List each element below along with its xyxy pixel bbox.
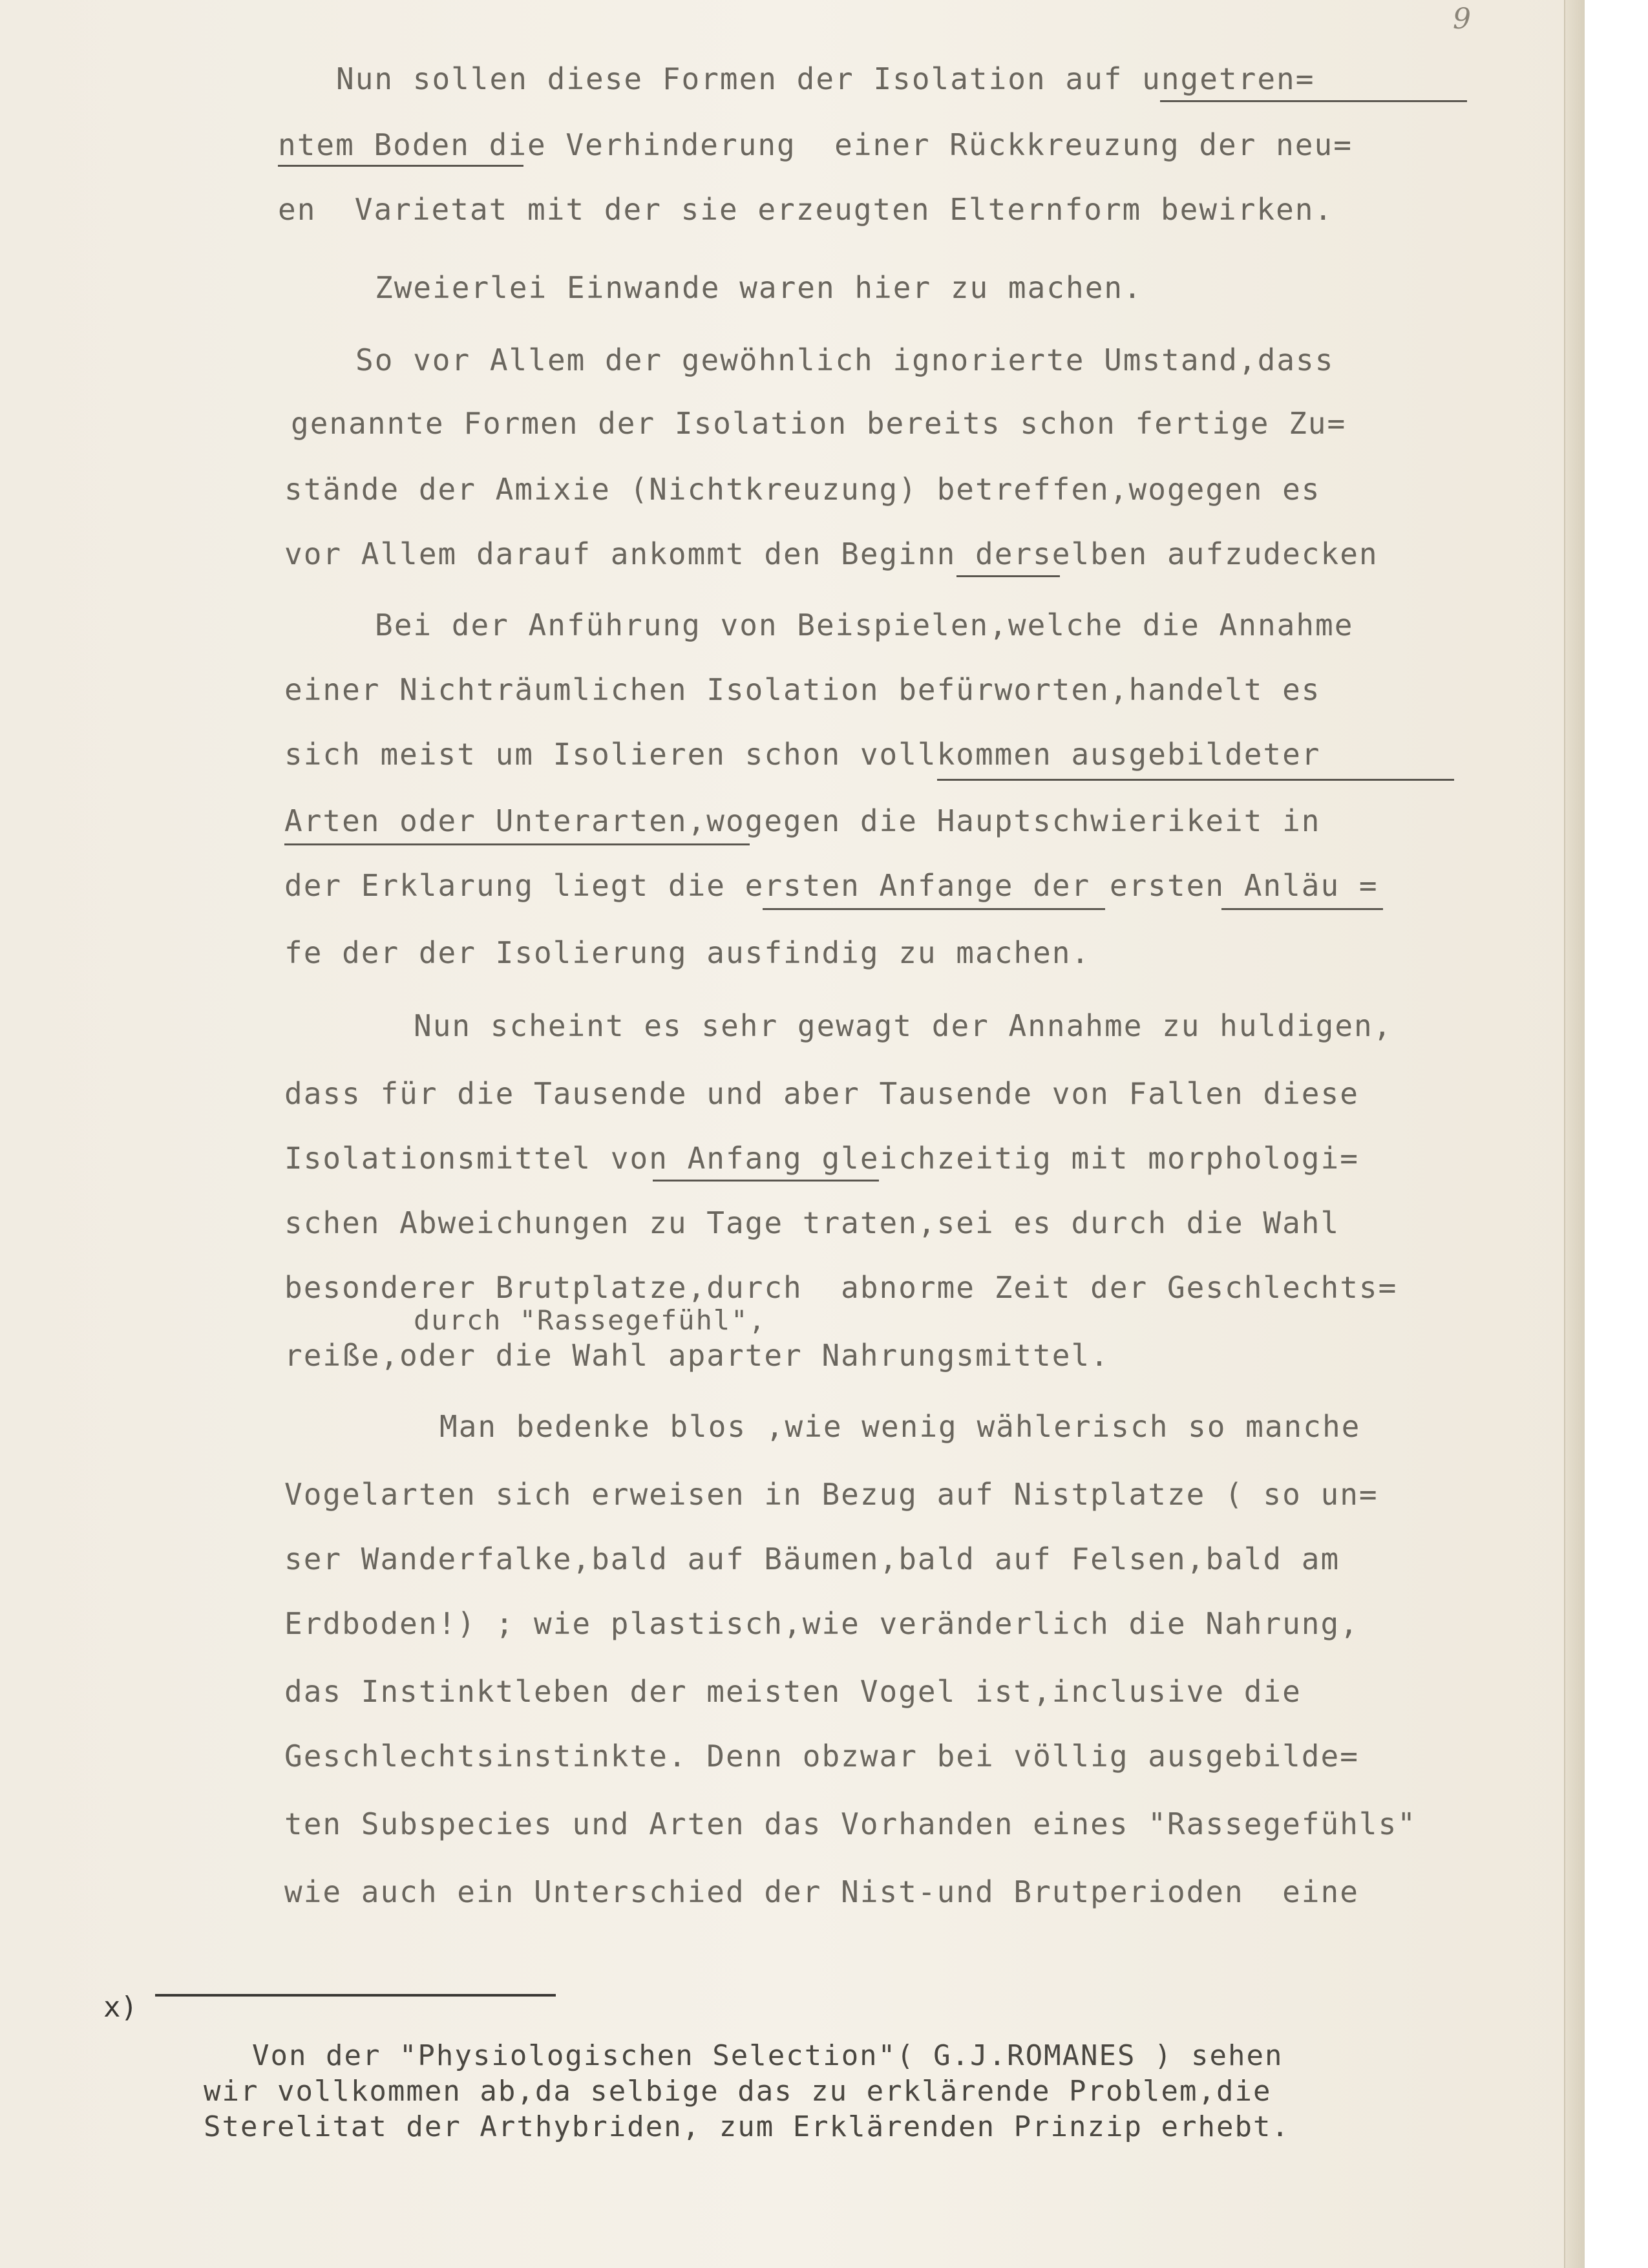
- text-line: der Erklarung liegt die ersten Anfange der ersten Anläu =: [284, 868, 1379, 903]
- text-line: reiße,oder die Wahl aparter Nahrungsmittel.: [284, 1338, 1110, 1373]
- text-line: Man bedenke blos ,wie wenig wählerisch so manche: [439, 1409, 1361, 1444]
- underline: [956, 575, 1060, 577]
- text-line: besonderer Brutplatze,durch abnorme Zeit der Geschlechts=: [284, 1270, 1398, 1305]
- text-line: Nun sollen diese Formen der Isolation auf ungetren=: [336, 61, 1315, 96]
- text-line: fe der der Isolierung ausfindig zu machen.: [284, 935, 1091, 970]
- text-line: ntem Boden die Verhinderung einer Rückkreuzung der neu=: [278, 127, 1353, 162]
- text-line: Erdboden!) ; wie plastisch,wie veränderlich die Nahrung,: [284, 1606, 1359, 1641]
- underline: [278, 165, 523, 167]
- text-line: So vor Allem der gewöhnlich ignorierte Umstand,dass: [355, 343, 1335, 377]
- text-line: vor Allem darauf ankommt den Beginn derselben aufzudecken: [284, 536, 1379, 571]
- text-line: Isolationsmittel von Anfang gleichzeitig mit morphologi=: [284, 1141, 1359, 1176]
- text-line: dass für die Tausende und aber Tausende von Fallen diese: [284, 1076, 1359, 1111]
- text-line: en Varietat mit der sie erzeugten Elternform bewirken.: [278, 192, 1334, 227]
- text-line: das Instinktleben der meisten Vogel ist,inclusive die: [284, 1674, 1302, 1709]
- text-line: ser Wanderfalke,bald auf Bäumen,bald auf Felsen,bald am: [284, 1542, 1340, 1576]
- underline: [284, 843, 750, 845]
- text-line: genannte Formen der Isolation bereits schon fertige Zu=: [291, 406, 1347, 441]
- underline: [763, 908, 1105, 910]
- underline: [937, 779, 1454, 781]
- footnote-line: Sterelitat der Arthybriden, zum Erklärenden Prinzip erhebt.: [204, 2110, 1290, 2143]
- text-line: wie auch ein Unterschied der Nist-und Brutperioden eine: [284, 1874, 1359, 1909]
- footnote-line: wir vollkommen ab,da selbige das zu erklärende Problem,die: [204, 2075, 1272, 2108]
- footnote-rule: [155, 1994, 556, 1997]
- text-line: Bei der Anführung von Beispielen,welche die Annahme: [375, 608, 1354, 642]
- text-line-insertion: durch "Rassegefühl",: [414, 1304, 766, 1336]
- text-line: stände der Amixie (Nichtkreuzung) betreffen,wogegen es: [284, 472, 1321, 507]
- text-line: Geschlechtsinstinkte. Denn obzwar bei völlig ausgebilde=: [284, 1739, 1359, 1774]
- text-line: Arten oder Unterarten,wogegen die Hauptschwierikeit in: [284, 803, 1321, 838]
- text-line: schen Abweichungen zu Tage traten,sei es durch die Wahl: [284, 1205, 1340, 1240]
- footnote-marker: x): [103, 1991, 138, 2024]
- footnote-line: Von der "Physiologischen Selection"( G.J.ROMANES ) sehen: [252, 2039, 1284, 2072]
- text-line: Nun scheint es sehr gewagt der Annahme zu huldigen,: [414, 1008, 1393, 1043]
- text-line: Zweierlei Einwande waren hier zu machen.: [375, 270, 1143, 305]
- text-line: sich meist um Isolieren schon vollkommen ausgebildeter: [284, 737, 1321, 772]
- sheet-edge: [1564, 0, 1585, 2268]
- text-line: ten Subspecies und Arten das Vorhanden eines "Rassegefühls": [284, 1807, 1417, 1841]
- underline: [1221, 908, 1383, 910]
- text-line: Vogelarten sich erweisen in Bezug auf Nistplatze ( so un=: [284, 1477, 1379, 1512]
- text-line: einer Nichträumlichen Isolation befürworten,handelt es: [284, 672, 1321, 707]
- underline: [653, 1180, 879, 1182]
- page-number: 9: [1453, 3, 1471, 36]
- underline: [1160, 100, 1467, 102]
